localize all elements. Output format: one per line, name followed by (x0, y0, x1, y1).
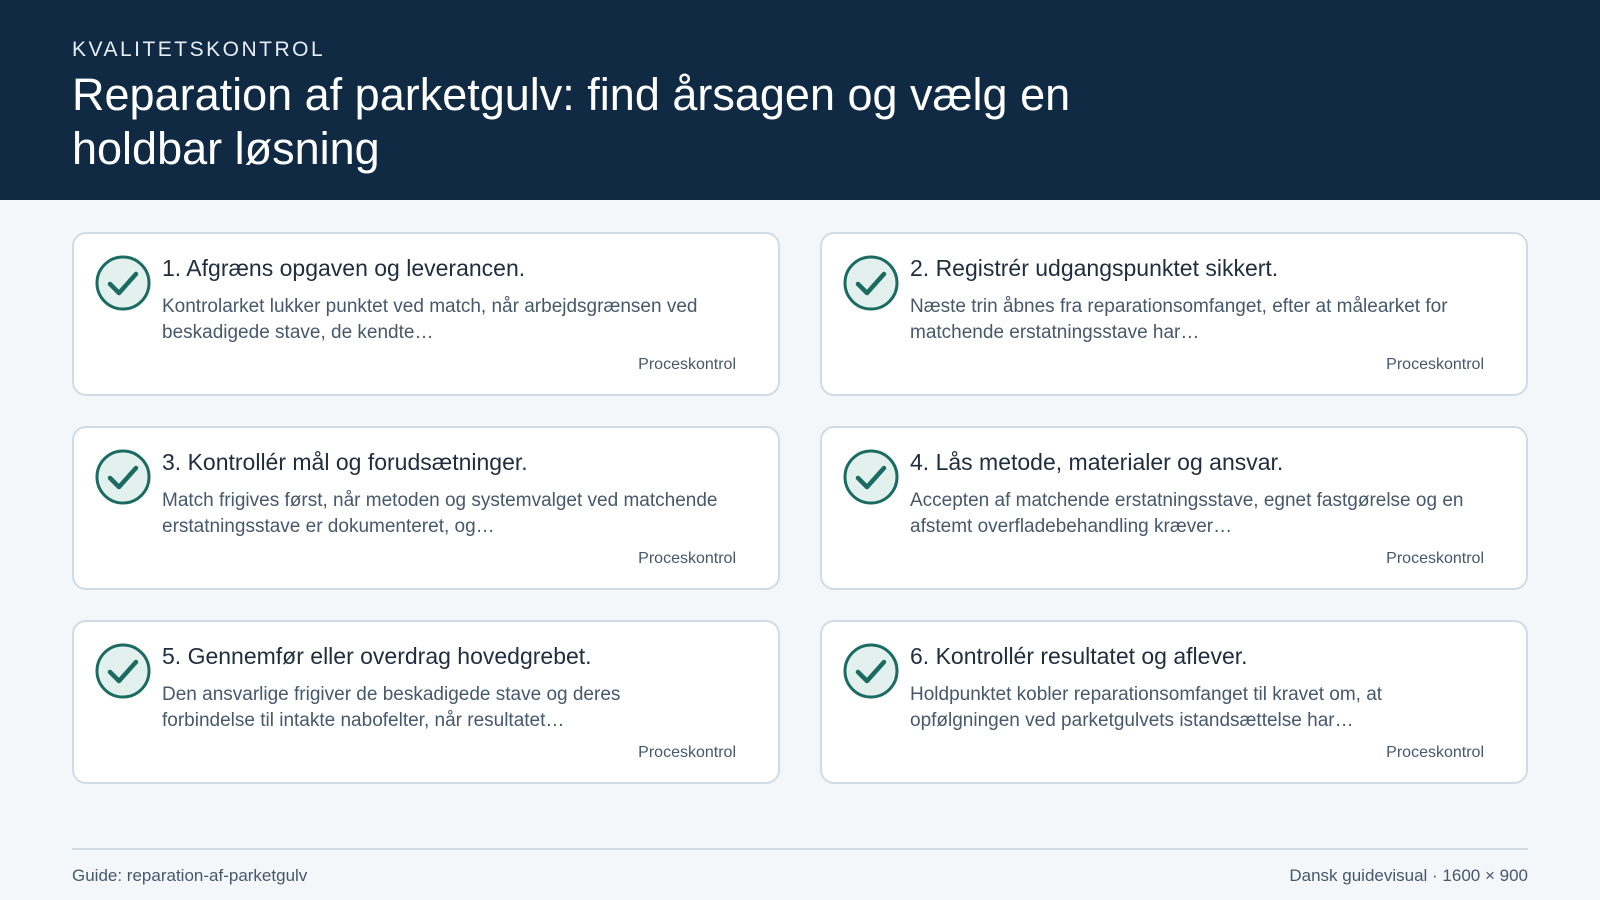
footer-divider (72, 848, 1528, 850)
checklist-grid (72, 232, 1528, 784)
card-description: Accepten af matchende erstatningsstave, egnet fastgørelse og en afstemt overfladebehandling kræver… (910, 490, 1464, 537)
card-title: 3. Kontrollér mål og forudsætninger. (162, 449, 528, 475)
card-description: Holdpunktet kobler reparationsomfanget til kravet om, at opfølgningen ved parketgulvets istandsættelse har… (910, 684, 1383, 731)
page-title: Reparation af parketgulv: find årsagen og vælg en holdbar løsning (72, 69, 1071, 174)
card-title: 1. Afgræns opgaven og leverancen. (162, 255, 526, 281)
card-tag: Proceskontrol (638, 550, 736, 567)
card-tag: Proceskontrol (1386, 356, 1484, 373)
checklist-card-5 (72, 620, 780, 784)
checklist-card-2 (820, 232, 1528, 396)
card-description: Næste trin åbnes fra reparationsomfanget, efter at målearket for matchende erstatningsstave har… (910, 296, 1448, 343)
eyebrow-label: KVALITETSKONTROL (72, 38, 326, 61)
header-banner (0, 0, 1600, 200)
checklist-card-1 (72, 232, 780, 396)
footer-meta-label: Dansk guidevisual · 1600 × 900 (1289, 866, 1528, 885)
footer-guide-label: Guide: reparation-af-parketgulv (72, 866, 308, 885)
check-circle-icon (842, 254, 900, 312)
card-tag: Proceskontrol (1386, 744, 1484, 761)
card-description: Match frigives først, når metoden og systemvalget ved matchende erstatningsstave er dokumenteret, og… (162, 490, 718, 537)
card-title: 6. Kontrollér resultatet og aflever. (910, 643, 1248, 669)
card-tag: Proceskontrol (638, 356, 736, 373)
checklist-card-6 (820, 620, 1528, 784)
check-circle-icon (94, 642, 152, 700)
card-title: 5. Gennemfør eller overdrag hovedgrebet. (162, 643, 592, 669)
card-tag: Proceskontrol (638, 744, 736, 761)
check-circle-icon (94, 448, 152, 506)
checklist-card-4 (820, 426, 1528, 590)
checklist-card-3 (72, 426, 780, 590)
card-description: Kontrolarket lukker punktet ved match, når arbejdsgrænsen ved beskadigede stave, de kendte… (162, 296, 698, 343)
card-tag: Proceskontrol (1386, 550, 1484, 567)
card-title: 4. Lås metode, materialer og ansvar. (910, 449, 1284, 475)
card-title: 2. Registrér udgangspunktet sikkert. (910, 255, 1279, 281)
check-circle-icon (842, 448, 900, 506)
check-circle-icon (94, 254, 152, 312)
card-description: Den ansvarlige frigiver de beskadigede stave og deres forbindelse til intakte nabofelter, når resultatet… (162, 684, 621, 731)
check-circle-icon (842, 642, 900, 700)
